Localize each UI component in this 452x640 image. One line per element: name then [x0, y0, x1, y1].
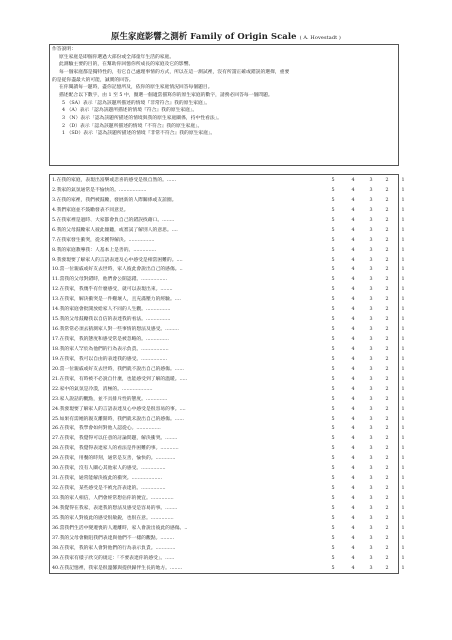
- question-text: 7.在我家發生衝突，從未獲得解決。.................: [52, 237, 155, 243]
- rating-option[interactable]: 5: [331, 327, 335, 333]
- rating-option[interactable]: 4: [351, 466, 355, 472]
- rating-option[interactable]: 4: [351, 257, 355, 263]
- rating-option[interactable]: 4: [351, 267, 355, 273]
- rating-option[interactable]: 4: [351, 327, 355, 333]
- question-text: 39.在我家有樣子欣交的規定：「不要表達你的感受」。......: [52, 555, 175, 561]
- rating-option[interactable]: 3: [369, 337, 373, 342]
- rating-option[interactable]: 2: [385, 237, 389, 243]
- question-row: [50, 176, 405, 186]
- question-text: 30.在我家，沒有人關心其他家人的感受。................: [52, 466, 166, 472]
- rating-option[interactable]: 1: [401, 307, 405, 313]
- rating-option[interactable]: 4: [351, 396, 355, 402]
- scale-definition: 3 （N）表示「認為該題所描述的情境與我的原生家庭關係，持中性看法」。: [62, 115, 222, 121]
- rating-option[interactable]: 3: [369, 436, 373, 442]
- rating-option[interactable]: 1: [401, 237, 405, 243]
- rating-option[interactable]: 4: [351, 416, 355, 422]
- rating-option[interactable]: 5: [331, 178, 335, 183]
- question-row: [50, 236, 405, 246]
- rating-option[interactable]: 3: [369, 426, 373, 432]
- question-row: [50, 226, 405, 236]
- rating-option[interactable]: 3: [369, 327, 373, 333]
- question-row: [50, 434, 405, 444]
- rating-option[interactable]: 4: [351, 545, 355, 551]
- rating-option[interactable]: 1: [401, 426, 405, 432]
- question-text: 36.當我們生活中變遷喪的人遷離時，家人會說出彼此的感傷。..: [52, 525, 188, 531]
- rating-option[interactable]: 4: [351, 446, 355, 452]
- rating-option[interactable]: 2: [385, 217, 389, 223]
- rating-option[interactable]: 4: [351, 178, 355, 183]
- question-row: [50, 246, 405, 256]
- rating-option[interactable]: 3: [369, 476, 373, 482]
- rating-option[interactable]: 4: [351, 436, 355, 442]
- rating-option[interactable]: 4: [351, 237, 355, 243]
- rating-option[interactable]: 3: [369, 267, 373, 273]
- rating-option[interactable]: 1: [401, 287, 405, 293]
- rating-option[interactable]: 5: [331, 187, 335, 193]
- rating-option[interactable]: 4: [351, 406, 355, 412]
- rating-option[interactable]: 2: [385, 227, 389, 233]
- rating-option[interactable]: 4: [351, 247, 355, 253]
- rating-option[interactable]: 1: [401, 217, 405, 223]
- rating-option[interactable]: 1: [401, 416, 405, 422]
- rating-option[interactable]: 3: [369, 446, 373, 452]
- question-text: 25.如果有需她的親友離開時，我們就未說出自己的感傷。......: [52, 416, 184, 422]
- question-row: [50, 454, 405, 464]
- rating-option[interactable]: 2: [385, 466, 389, 472]
- question-text: 12.在我家，我幾乎有什麼感受，就可以表現出來。........: [52, 287, 173, 293]
- rating-option[interactable]: 1: [401, 446, 405, 452]
- rating-option[interactable]: 2: [385, 476, 389, 482]
- rating-option[interactable]: 3: [369, 277, 373, 283]
- rating-option[interactable]: 2: [385, 317, 389, 323]
- question-text: 14.我的家庭會批開放給家人不同的人生觀。................: [52, 307, 171, 313]
- rating-option[interactable]: 3: [369, 207, 373, 213]
- rating-option[interactable]: 1: [401, 337, 405, 342]
- rating-option[interactable]: 5: [331, 456, 335, 462]
- rating-option[interactable]: 5: [331, 515, 335, 521]
- rating-option[interactable]: 5: [331, 376, 335, 382]
- rating-option[interactable]: 4: [351, 277, 355, 283]
- rating-option[interactable]: 3: [369, 555, 373, 561]
- question-row: [50, 494, 405, 504]
- rating-option[interactable]: 2: [385, 555, 389, 561]
- rating-option[interactable]: 4: [351, 366, 355, 372]
- instructions-box: [49, 44, 399, 166]
- rating-option[interactable]: 2: [385, 565, 389, 571]
- question-row: [50, 534, 405, 544]
- rating-option[interactable]: 2: [385, 197, 389, 203]
- rating-option[interactable]: 1: [401, 396, 405, 402]
- rating-option[interactable]: 2: [385, 178, 389, 183]
- rating-option[interactable]: 3: [369, 535, 373, 541]
- rating-option[interactable]: 3: [369, 237, 373, 243]
- rating-option[interactable]: 1: [401, 515, 405, 521]
- rating-option[interactable]: 3: [369, 396, 373, 402]
- question-text: 11.當我的父母對錯時，他們會公開認錯。.................: [52, 277, 168, 283]
- rating-option[interactable]: 3: [369, 565, 373, 571]
- rating-option[interactable]: 2: [385, 446, 389, 452]
- question-row: [50, 484, 405, 494]
- rating-option[interactable]: 1: [401, 496, 405, 501]
- rating-option[interactable]: 5: [331, 237, 335, 243]
- question-row: [50, 196, 405, 206]
- rating-option[interactable]: 3: [369, 545, 373, 551]
- instruction-line: 每一個家庭都是獨特性的，有它自己處理事情的方式，所以在這一測試裡，沒有所謂正確或錯誤的選擇，重要: [59, 69, 290, 75]
- rating-option[interactable]: 4: [351, 197, 355, 203]
- rating-option[interactable]: 4: [351, 376, 355, 382]
- rating-option[interactable]: 2: [385, 356, 389, 362]
- question-text: 17.在我家，我的態度和感受常是被忽略的。...............: [52, 337, 169, 342]
- rating-option[interactable]: 3: [369, 456, 373, 462]
- question-text: 21.在我家，有時被不必說自什麼，也能感受到了解的溫暖。.....: [52, 376, 188, 382]
- rating-option[interactable]: 2: [385, 406, 389, 412]
- rating-option[interactable]: 2: [385, 207, 389, 213]
- rating-option[interactable]: 2: [385, 486, 389, 492]
- question-row: [50, 315, 405, 325]
- question-text: 27.在我家，我覺得可以任意的討論問題，解決衝突。........: [52, 436, 178, 442]
- rating-option[interactable]: 2: [385, 386, 389, 392]
- question-text: 4.我們家庭並不鼓勵發表不同意見。: [52, 207, 129, 213]
- instruction-line: 原生家庭是即個你選過大部份或全部童年生活的家庭。: [59, 54, 175, 60]
- rating-option[interactable]: 4: [351, 476, 355, 482]
- question-text: 22.家中的氣氛是冷漠，消極的。....................: [52, 386, 153, 392]
- rating-option[interactable]: 5: [331, 277, 335, 283]
- rating-option[interactable]: 5: [331, 247, 335, 253]
- rating-option[interactable]: 1: [401, 436, 405, 442]
- rating-option[interactable]: 5: [331, 535, 335, 541]
- question-text: 38.在我家，我的家人會對他們的行為表示負責。.............: [52, 545, 176, 551]
- title-text: 原生家庭影響之測析 Family of Origin Scale: [111, 31, 297, 41]
- rating-option[interactable]: 1: [401, 366, 405, 372]
- rating-option[interactable]: 4: [351, 337, 355, 342]
- question-text: 37.我的父母會勸阻我們表達與他們不一樣的觀點。.........: [52, 535, 175, 541]
- question-text: 20.當一位親戚或好友去世時，我們就不說出自己的感傷。......: [52, 366, 184, 372]
- rating-option[interactable]: 3: [369, 247, 373, 253]
- rating-option[interactable]: 5: [331, 317, 335, 323]
- rating-option[interactable]: 5: [331, 505, 335, 511]
- rating-option[interactable]: 5: [331, 466, 335, 472]
- question-row: [50, 295, 405, 305]
- rating-option[interactable]: 5: [331, 217, 335, 223]
- rating-option[interactable]: 2: [385, 346, 389, 352]
- rating-option[interactable]: 4: [351, 496, 355, 501]
- rating-option[interactable]: 5: [331, 446, 335, 452]
- question-row: [50, 375, 405, 385]
- rating-option[interactable]: 3: [369, 466, 373, 472]
- rating-option[interactable]: 5: [331, 356, 335, 362]
- rating-option[interactable]: 1: [401, 187, 405, 193]
- rating-option[interactable]: 2: [385, 416, 389, 422]
- question-text: 13.在我家，解決衝突是一件艱壞人，且充滿壓力的經驗。....: [52, 297, 181, 303]
- rating-option[interactable]: 1: [401, 466, 405, 472]
- rating-option[interactable]: 2: [385, 545, 389, 551]
- rating-option[interactable]: 3: [369, 376, 373, 382]
- rating-option[interactable]: 5: [331, 366, 335, 372]
- question-row: [50, 285, 405, 295]
- question-row: [50, 355, 405, 365]
- question-text: 26.在我家，我學會如何對他人認從心。................: [52, 426, 161, 432]
- rating-option[interactable]: 2: [385, 267, 389, 273]
- question-row: [50, 504, 405, 514]
- question-row: [50, 385, 405, 395]
- rating-option[interactable]: 3: [369, 317, 373, 323]
- question-text: 33.我的家人相信，人們會經常想佔你的便宜。...............: [52, 496, 174, 501]
- rating-option[interactable]: 3: [369, 515, 373, 521]
- rating-option[interactable]: 2: [385, 257, 389, 263]
- rating-option[interactable]: 4: [351, 535, 355, 541]
- rating-option[interactable]: 5: [331, 406, 335, 412]
- rating-option[interactable]: 4: [351, 217, 355, 223]
- question-row: [50, 345, 405, 355]
- rating-option[interactable]: 2: [385, 376, 389, 382]
- rating-option[interactable]: 2: [385, 277, 389, 283]
- rating-option[interactable]: 2: [385, 287, 389, 293]
- rating-option[interactable]: 2: [385, 327, 389, 333]
- instruction-line: 的是從你盡最大的可能，誠實的回答。: [52, 77, 134, 83]
- rating-option[interactable]: 3: [369, 406, 373, 412]
- question-text: 28.在我家，我覺得表達家人的看法是件困難的事。............: [52, 446, 179, 452]
- rating-option[interactable]: 5: [331, 476, 335, 482]
- question-row: [50, 305, 405, 315]
- rating-option[interactable]: 5: [331, 386, 335, 392]
- question-row: [50, 325, 405, 335]
- rating-option[interactable]: 4: [351, 426, 355, 432]
- rating-option[interactable]: 5: [331, 207, 335, 213]
- rating-option[interactable]: 3: [369, 197, 373, 203]
- rating-option[interactable]: 2: [385, 525, 389, 531]
- rating-option[interactable]: 1: [401, 247, 405, 253]
- rating-option[interactable]: 1: [401, 227, 405, 233]
- rating-option[interactable]: 2: [385, 456, 389, 462]
- rating-option[interactable]: 4: [351, 525, 355, 531]
- rating-option[interactable]: 2: [385, 396, 389, 402]
- question-row: [50, 464, 405, 474]
- question-text: 10.當一位親戚或好友去世時，家人彼此會說出自己的感傷。..: [52, 267, 183, 273]
- rating-option[interactable]: 5: [331, 227, 335, 233]
- rating-option[interactable]: 3: [369, 297, 373, 303]
- rating-option[interactable]: 4: [351, 356, 355, 362]
- question-row: [50, 424, 405, 434]
- rating-option[interactable]: 1: [401, 525, 405, 531]
- rating-option[interactable]: 1: [401, 386, 405, 392]
- scale-definition: 4 （A）表示「認為該題所描述的情境『符合』我的原生家庭」。: [62, 108, 198, 114]
- scale-definition: 2 （D）表示「認為該題所描述的情境『不符合』我的原生家庭」。: [62, 123, 203, 129]
- rating-option[interactable]: 5: [331, 297, 335, 303]
- rating-option[interactable]: 4: [351, 307, 355, 313]
- question-row: [50, 256, 405, 266]
- instruction-line: 在你閱讀每一題時，盡你記憶所及，依你的原生家庭情況回答每個題目。: [59, 85, 213, 91]
- question-text: 19.在我家，我可以自由的表達我的感受。.................: [52, 356, 168, 362]
- question-row: [50, 554, 405, 564]
- rating-option[interactable]: 5: [331, 307, 335, 313]
- question-text: 24.我發現要了解家人的言語表達及心中感受是很容易的事。....: [52, 406, 186, 412]
- rating-option[interactable]: 4: [351, 227, 355, 233]
- question-text: 2.我家的氣氛通常是不愉快的。..................: [52, 187, 147, 193]
- rating-option[interactable]: 3: [369, 287, 373, 293]
- rating-option[interactable]: 1: [401, 565, 405, 571]
- question-text: 6.我的父母鼓勵家人彼此傾聽，或嘗試了解別人的意思。....: [52, 227, 178, 233]
- question-text: 32.在我家，某些感受是不被允許表達的。................: [52, 486, 166, 492]
- rating-option[interactable]: 1: [401, 505, 405, 511]
- question-text: 35.我的家人對彼此的感受很敏銳，也很在意。...............: [52, 515, 174, 521]
- question-row: [50, 405, 405, 415]
- rating-option[interactable]: 3: [369, 416, 373, 422]
- rating-option[interactable]: 1: [401, 197, 405, 203]
- rating-option[interactable]: 3: [369, 505, 373, 511]
- question-text: 40.在我記憶裡，我家是很溫馨與提供歸伴生長的地方。........: [52, 565, 183, 571]
- question-row: [50, 474, 405, 484]
- rating-option[interactable]: 3: [369, 496, 373, 501]
- rating-option[interactable]: 1: [401, 327, 405, 333]
- question-row: [50, 514, 405, 524]
- question-row: [50, 395, 405, 405]
- rating-option[interactable]: 4: [351, 297, 355, 303]
- rating-option[interactable]: 1: [401, 257, 405, 263]
- rating-option[interactable]: 1: [401, 346, 405, 352]
- rating-option[interactable]: 5: [331, 416, 335, 422]
- question-text: 5.在我家裡是過時、大家都會負自己的錯誤找藉口。........: [52, 217, 175, 223]
- rating-option[interactable]: 3: [369, 227, 373, 233]
- question-row: [50, 186, 405, 196]
- rating-option[interactable]: 3: [369, 346, 373, 352]
- rating-option[interactable]: 1: [401, 376, 405, 382]
- rating-option[interactable]: 5: [331, 337, 335, 342]
- rating-option[interactable]: 3: [369, 525, 373, 531]
- question-row: [50, 544, 405, 554]
- questionnaire-table: [49, 174, 405, 574]
- question-row: [50, 415, 405, 425]
- rating-option[interactable]: 1: [401, 178, 405, 183]
- rating-option[interactable]: 4: [351, 287, 355, 293]
- rating-option[interactable]: 5: [331, 555, 335, 561]
- rating-option[interactable]: 1: [401, 406, 405, 412]
- rating-option[interactable]: 1: [401, 486, 405, 492]
- question-row: [50, 335, 405, 345]
- rating-option[interactable]: 3: [369, 486, 373, 492]
- rating-option[interactable]: 5: [331, 496, 335, 501]
- rating-option[interactable]: 5: [331, 525, 335, 531]
- question-row: [50, 265, 405, 275]
- rating-option[interactable]: 4: [351, 456, 355, 462]
- question-text: 8.我的家庭教導我：人基本上是善的。...............: [52, 247, 157, 253]
- rating-option[interactable]: 5: [331, 396, 335, 402]
- question-text: 29.在我家，用餐的時刻，通常是友善，愉快的。.............: [52, 456, 176, 462]
- scale-definition: 5 （SA）表示「認為該題所描述的情境『非常符合』我的原生家庭」。: [62, 100, 211, 106]
- rating-option[interactable]: 1: [401, 545, 405, 551]
- rating-option[interactable]: 4: [351, 187, 355, 193]
- rating-option[interactable]: 5: [331, 287, 335, 293]
- rating-option[interactable]: 5: [331, 565, 335, 571]
- rating-option[interactable]: 2: [385, 426, 389, 432]
- rating-option[interactable]: 4: [351, 486, 355, 492]
- rating-option[interactable]: 4: [351, 565, 355, 571]
- question-row: [50, 365, 405, 375]
- rating-option[interactable]: 4: [351, 346, 355, 352]
- rating-option[interactable]: 3: [369, 257, 373, 263]
- question-row: [50, 206, 405, 216]
- rating-option[interactable]: 2: [385, 535, 389, 541]
- question-row: [50, 564, 405, 574]
- rating-option[interactable]: 2: [385, 496, 389, 501]
- instructions-heading: 作答說明：: [52, 47, 76, 52]
- rating-option[interactable]: 3: [369, 178, 373, 183]
- rating-option[interactable]: 4: [351, 386, 355, 392]
- rating-option[interactable]: 2: [385, 307, 389, 313]
- rating-option[interactable]: 5: [331, 346, 335, 352]
- rating-option[interactable]: 4: [351, 555, 355, 561]
- rating-option[interactable]: 3: [369, 356, 373, 362]
- rating-option[interactable]: 4: [351, 317, 355, 323]
- rating-option[interactable]: 1: [401, 207, 405, 213]
- page-title: [0, 30, 452, 42]
- rating-option[interactable]: 5: [331, 486, 335, 492]
- rating-option[interactable]: 1: [401, 555, 405, 561]
- question-text: 1.在我的家庭，表現出富樂或悲喜的感受是很自然的。......: [52, 178, 177, 183]
- rating-option[interactable]: 1: [401, 317, 405, 323]
- rating-option[interactable]: 1: [401, 356, 405, 362]
- scale-definition: 1 （SD）表示「認為該題所描述的情境『非常不符合』我的原生家庭」。: [62, 131, 216, 137]
- rating-option[interactable]: 3: [369, 187, 373, 193]
- instruction-line: 描述配合以下數字，由 1 至 5 中，圈選一個適當描寫你的原生家庭的數字，請務必回答每一個問題。: [59, 92, 273, 98]
- rating-option[interactable]: 1: [401, 297, 405, 303]
- rating-option[interactable]: 1: [401, 277, 405, 283]
- question-text: 34.我覺得在我家，表達我的想法及感受是容易的事。........: [52, 505, 178, 511]
- instruction-line: 此測驗主要的目的，在幫助你回憶你所成長的家庭及它的影響。: [59, 62, 194, 68]
- rating-option[interactable]: 5: [331, 197, 335, 203]
- rating-option[interactable]: 5: [331, 257, 335, 263]
- rating-option[interactable]: 5: [331, 436, 335, 442]
- question-text: 31.在我家，通常能解決彼此的衝突。....................: [52, 476, 163, 482]
- question-text: 23.家人說話的觀點，並不具排斥性的態度。..............: [52, 396, 168, 402]
- question-row: [50, 524, 405, 534]
- rating-option[interactable]: 2: [385, 187, 389, 193]
- rating-option[interactable]: 3: [369, 307, 373, 313]
- question-text: 15.我的父母鼓勵我以自信的表達我的看法。................: [52, 317, 171, 323]
- rating-option[interactable]: 1: [401, 476, 405, 482]
- rating-option[interactable]: 2: [385, 337, 389, 342]
- question-row: [50, 444, 405, 454]
- rating-option[interactable]: 1: [401, 267, 405, 273]
- rating-option[interactable]: 2: [385, 247, 389, 253]
- rating-option[interactable]: 3: [369, 386, 373, 392]
- question-row: [50, 275, 405, 285]
- rating-option[interactable]: 4: [351, 207, 355, 213]
- question-text: 18.我的家人罕於為他們的行為表示負責。..................: [52, 346, 169, 352]
- rating-option[interactable]: 2: [385, 366, 389, 372]
- rating-option[interactable]: 3: [369, 217, 373, 223]
- rating-option[interactable]: 1: [401, 456, 405, 462]
- rating-option[interactable]: 2: [385, 436, 389, 442]
- rating-option[interactable]: 2: [385, 505, 389, 511]
- rating-option[interactable]: 2: [385, 297, 389, 303]
- question-text: 16.我常常必須去猜測家人對一些事情的想法及感受。.........: [52, 327, 179, 333]
- question-text: 3.在我的家裡，我們被鼓勵，發展新的人際關係或友誼圈。: [52, 197, 177, 203]
- rating-option[interactable]: 4: [351, 505, 355, 511]
- question-row: [50, 216, 405, 226]
- rating-option[interactable]: 5: [331, 426, 335, 432]
- rating-option[interactable]: 4: [351, 515, 355, 521]
- rating-option[interactable]: 2: [385, 515, 389, 521]
- rating-option[interactable]: 1: [401, 535, 405, 541]
- rating-option[interactable]: 3: [369, 366, 373, 372]
- rating-option[interactable]: 5: [331, 545, 335, 551]
- question-text: 9.我發現要了解家人的言語表達及心中感受是相當困難的。....: [52, 257, 183, 263]
- rating-option[interactable]: 5: [331, 267, 335, 273]
- title-author: ( A. Hovestadt ): [299, 35, 341, 41]
